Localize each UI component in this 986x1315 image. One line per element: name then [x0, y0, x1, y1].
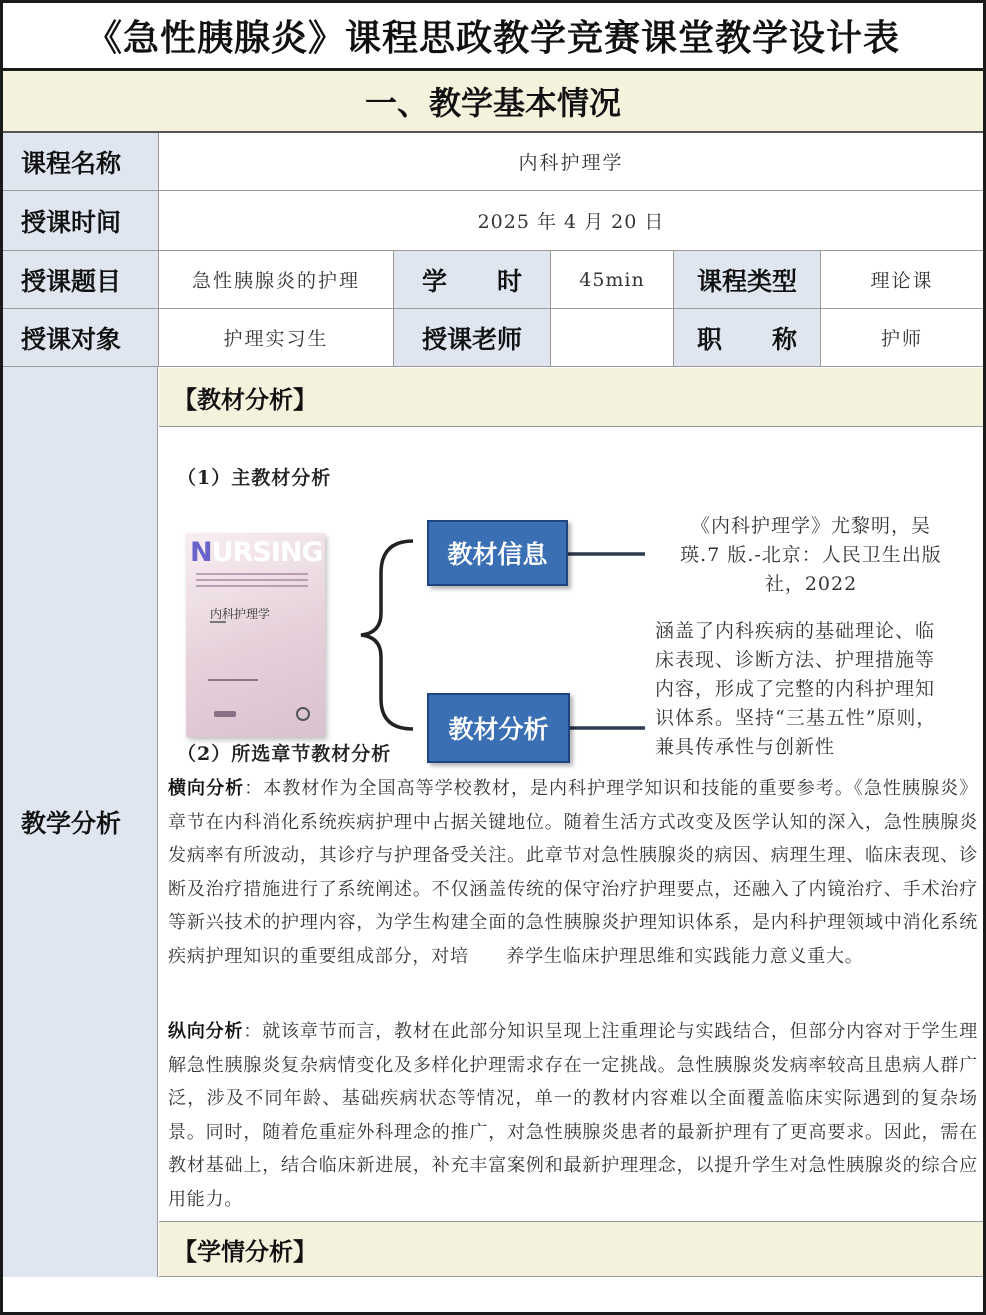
type-value: 理论课: [870, 270, 934, 292]
horizontal-analysis-paragraph: [168, 772, 978, 974]
audience-value: 护理实习生: [159, 309, 394, 366]
vertical-analysis-text: ：就该章节而言，教材在此部分知识呈现上注重理论与实践结合，但部分内容对于学生理解急性胰腺炎复杂病情变化及多样化护理需求存在一定挑战。急性胰腺炎发病率较高且患病人群广泛，涉及不同年龄、基础疾病状态等情况，单一的教材内容难以全面覆盖临床实际遇到的复杂场景。同时，随着危重症外科理念的推广，对急性胰腺炎患者的最新护理有了更高要求。因此，需在教材基础上，结合临床新进展，补充丰富案例和最新护理理念，以提升学生对急性胰腺炎的综合应用能力。: [168, 1021, 978, 1210]
row-topic: [3, 251, 983, 309]
teacher-label: 授课老师: [394, 309, 551, 366]
cover-emblem-icon: [296, 707, 310, 721]
rank-value: 护师: [880, 328, 923, 350]
page-title: 《急性胰腺炎》课程思政教学竞赛课堂教学设计表: [85, 18, 900, 59]
textbook-analysis-text: [655, 617, 980, 762]
textbook-analysis-box: 教材分析: [427, 693, 570, 763]
topic-value: 急性胰腺炎的护理: [159, 251, 394, 308]
main-material-subtitle: （1）主教材分析: [177, 467, 332, 489]
row-course-name: [3, 133, 983, 191]
rank-label: 职 称: [674, 309, 821, 366]
info-line: 《内科护理学》尤黎明，吴: [690, 515, 931, 537]
publisher-logo-icon: [214, 711, 236, 717]
hours-label: 学 时: [394, 251, 551, 308]
type-label: 课程类型: [674, 251, 821, 308]
textbook-info-box: 教材信息: [427, 520, 568, 586]
hours-value: 45min: [551, 251, 674, 308]
topic-label: 授课题目: [3, 251, 159, 308]
audience-label: 授课对象: [3, 309, 159, 366]
horizontal-analysis-text: ：本教材作为全国高等学校教材，是内科护理学知识和技能的重要参考。《急性胰腺炎》章节在内科消化系统疾病护理中占据关键地位。随着生活方式改变及医学认知的深入，急性胰腺炎发病率有所波动，其诊疗与护理备受关注。此章节对急性胰腺炎的病因、病理生理、临床表现、诊断及治疗措施进行了系统阐述。不仅涵盖传统的保守治疗护理要点，还融入了内镜治疗、手术治疗等新兴技术的护理内容，为学生构建全面的急性胰腺炎护理知识体系，是内科护理领域中消化系统疾病护理知识的重要组成部分，对培 养学生临床护理思维和实践能力意义重大。: [168, 778, 978, 967]
material-analysis-heading: 【教材分析】: [159, 368, 983, 427]
chapter-material-subtitle: （2）所选章节教材分析: [177, 743, 392, 765]
analysis-line: 床表现、诊断方法、护理措施等: [655, 649, 936, 671]
book-cover-title: 内科护理学: [210, 607, 271, 621]
vertical-analysis-label: 纵向分析: [168, 1021, 244, 1042]
analysis-label: 教学分析: [3, 367, 158, 1277]
analysis-line: 涵盖了内科疾病的基础理论、临: [655, 620, 936, 642]
teacher-value: [551, 309, 674, 366]
time-label: 授课时间: [3, 191, 159, 250]
course-name-label: 课程名称: [3, 133, 159, 190]
time-value: 2025 年 4 月 20 日: [477, 211, 665, 233]
textbook-info-text: [651, 512, 971, 599]
horizontal-analysis-label: 横向分析: [168, 778, 245, 799]
title-row: [3, 3, 983, 71]
vertical-analysis-paragraph: [168, 1015, 978, 1217]
row-audience: [3, 309, 983, 367]
row-time: [3, 191, 983, 251]
textbook-cover-image: [186, 533, 325, 737]
info-line: 瑛.7 版.-北京：人民卫生出版: [680, 544, 942, 566]
learner-analysis-heading: 【学情分析】: [159, 1221, 983, 1277]
section-title: 一、教学基本情况: [364, 84, 621, 122]
book-cover-lines: [196, 573, 308, 591]
analysis-line: 内容，形成了完整的内科护理知: [655, 678, 936, 700]
section-header: [3, 71, 983, 133]
analysis-line: 兼具传承性与创新性: [655, 736, 836, 758]
info-line: 社，2022: [764, 573, 858, 595]
book-cover-author-line: [208, 679, 258, 681]
course-name-value: 内科护理学: [518, 152, 624, 174]
book-cover-word: NURSING: [190, 537, 323, 568]
analysis-line: 识体系。坚持“三基五性”原则，: [655, 707, 937, 729]
book-cover-rule: [210, 621, 226, 623]
